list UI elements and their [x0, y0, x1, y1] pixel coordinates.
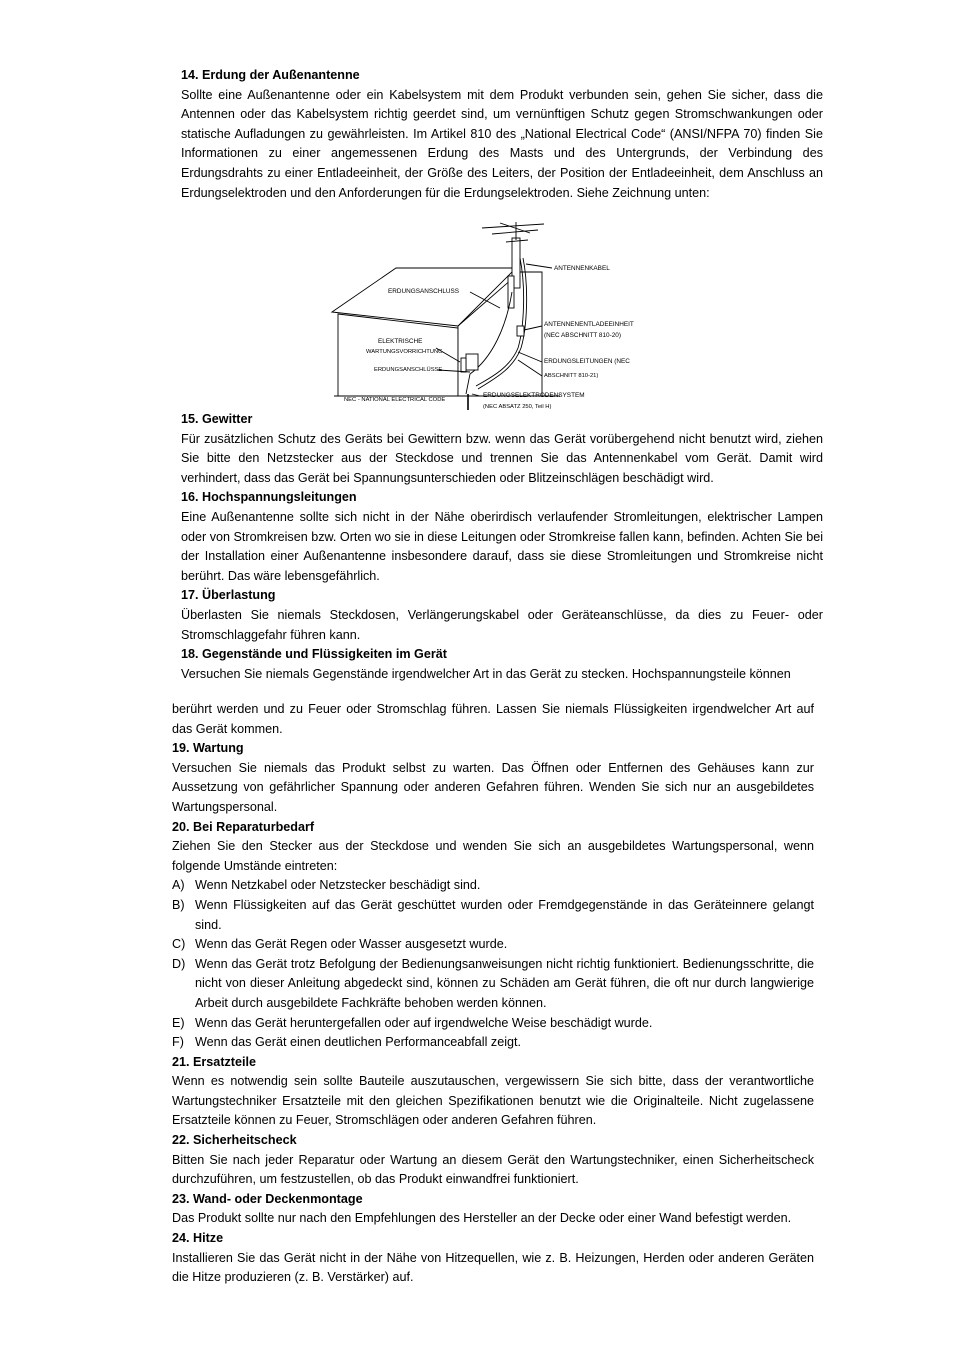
- section-22-title: 22. Sicherheitscheck: [172, 1133, 297, 1148]
- section-18-text-a: Versuchen Sie niemals Gegenstände irgendwelcher Art in das Gerät zu stecken. Hochspannungsteile können: [181, 666, 791, 681]
- house-drawing: [332, 222, 560, 410]
- section-20-text: Ziehen Sie den Stecker aus der Steckdose und wenden Sie sich an ausgebildetes Wartungspersonal, wenn folgende Umstände eintreten:: [172, 839, 814, 873]
- sections-18-24: [172, 700, 814, 1288]
- label-entladeeinheit-2: (NEC ABSCHNITT 810-20): [544, 332, 621, 339]
- section-16-text: Eine Außenantenne sollte sich nicht in der Nähe oberirdisch verlaufender Stromleitungen, elektrischer Lampen oder von Stromkreisen bzw. Orten wo sie in diese Leitungen oder Stromkreise fallen kann, befinden. Achten Sie bei der Installation einer Außenantenne insbesondere darauf, dass sie diese Stromleitungen und Stromkreise nicht berührt. Das wäre lebensgefährlich.: [181, 509, 823, 583]
- section-14-title: 14. Erdung der Außenantenne: [181, 68, 360, 82]
- list-item: [172, 896, 814, 935]
- list-item: [172, 1033, 814, 1053]
- grounding-diagram: [330, 218, 670, 414]
- section-18-title: 18. Gegenstände und Flüssigkeiten im Gerät: [181, 647, 447, 662]
- list-marker: B): [172, 897, 185, 912]
- label-entladeeinheit-1: ANTENNENENTLADEEINHEIT: [544, 321, 634, 328]
- section-14-text: Sollte eine Außenantenne oder ein Kabelsystem mit dem Produkt verbunden sein, gehen Sie sicher, dass die Antennen oder das Kabelsystem richtig geerdet sind, um vernünftigen Schutz gegen Stromschwankungen oder statische Aufladungen zu gewährleisten. Im Artikel 810 des „National Electrical Code“ (ANSI/NFPA 70) finden Sie Informationen zu einer angemessenen Erdung des Masts und des Untergrunds, der Verbindung des Erdungsdrahts zu einer Entladeeinheit, der Größe des Leiters, der Position der Entladeeinheit, dem Anschluss an Erdungselektroden und den Anforderungen für die Erdungselektroden. Siehe Zeichnung unten:: [181, 87, 823, 200]
- section-20-title: 20. Bei Reparaturbedarf: [172, 819, 315, 834]
- label-elektrodensystem-2: (NEC ABSATZ 250, Teil H): [483, 404, 552, 410]
- list-item-text: Wenn das Gerät heruntergefallen oder auf irgendwelche Weise beschädigt wurde.: [195, 1015, 653, 1030]
- list-marker: D): [172, 956, 186, 971]
- section-21-title: 21. Ersatzteile: [172, 1054, 257, 1069]
- repair-conditions-list: [172, 876, 814, 1052]
- section-16-title: 16. Hochspannungsleitungen: [181, 490, 357, 505]
- section-15-text: Für zusätzlichen Schutz des Geräts bei Gewittern bzw. wenn das Gerät vorübergehend nicht benutzt wird, ziehen Sie bitte den Netzstecker aus der Steckdose und trennen Sie das Antennenkabel vom Gerät. Damit wird verhindert, dass das Gerät bei Spannungsunterschieden oder Blitzeinschlägen beschädigt wird.: [181, 431, 823, 485]
- list-marker: C): [172, 937, 186, 952]
- section-23-title: 23. Wand- oder Deckenmontage: [172, 1191, 363, 1206]
- section-23-text: Das Produkt sollte nur nach den Empfehlungen des Hersteller an der Decke oder einer Wand befestigt werden.: [172, 1211, 792, 1226]
- list-item-text: Wenn das Gerät trotz Befolgung der Bedienungsanweisungen nicht richtig funktioniert. Bedienungsschritte, die nicht von dieser Anleitung abgedeckt sind, können zu Schäden am Gerät führen, die oft nur durch langwierige Arbeit durch ausgebildete Fachkräfte behoben werden können.: [195, 956, 814, 1010]
- label-erdungsleitungen-1: ERDUNGSLEITUNGEN (NEC: [544, 358, 630, 365]
- label-erdungsanschluesse: ERDUNGSANSCHLÜSSE: [374, 367, 443, 373]
- label-elektrische-1: ELEKTRISCHE: [378, 338, 423, 345]
- section-24-title: 24. Hitze: [172, 1231, 224, 1246]
- list-marker: E): [172, 1015, 185, 1030]
- label-nec: NEC - NATIONAL ELECTRICAL CODE: [344, 397, 446, 403]
- label-antennenkabel: ANTENNENKABEL: [554, 265, 610, 272]
- section-19-title: 19. Wartung: [172, 741, 244, 756]
- section-17-text: Überlasten Sie niemals Steckdosen, Verlängerungskabel oder Geräteanschlüsse, da dies zu Feuer- oder Stromschlaggefahr führen kann.: [181, 607, 823, 642]
- label-elektrodensystem-1: ERDUNGSELEKTRODENSYSTEM: [483, 392, 585, 399]
- list-item-text: Wenn Netzkabel oder Netzstecker beschädigt sind.: [195, 878, 481, 893]
- list-marker: F): [172, 1035, 184, 1050]
- section-24-text: Installieren Sie das Gerät nicht in der Nähe von Hitzequellen, wie z. B. Heizungen, Herden oder anderen Geräten die Hitze produzieren (z. B. Verstärker) auf.: [172, 1250, 814, 1285]
- section-19-text: Versuchen Sie niemals das Produkt selbst zu warten. Das Öffnen oder Entfernen des Gehäuses kann zur Aussetzung von gefährlicher Spannung oder anderen Gefahren führen. Wenden Sie sich nur an ausgebildetes Wartungspersonal.: [172, 760, 814, 814]
- section-22-text: Bitten Sie nach jeder Reparatur oder Wartung an diesem Gerät den Wartungstechniker, einen Sicherheitscheck durchzuführen, um festzustellen, ob das Produkt einwandfrei funktioniert.: [172, 1152, 814, 1187]
- list-item: [172, 935, 814, 955]
- list-item-text: Wenn das Gerät einen deutlichen Performanceabfall zeigt.: [195, 1035, 521, 1050]
- list-item: [172, 876, 814, 896]
- label-erdungsleitungen-2: ABSCHNITT 810-21): [544, 373, 599, 379]
- list-item-text: Wenn Flüssigkeiten auf das Gerät geschüttet wurden oder Fremdgegenstände in das Geräteinnere gelangt sind.: [195, 897, 814, 932]
- section-17-title: 17. Überlastung: [181, 588, 276, 603]
- section-14: [181, 66, 823, 203]
- list-item-text: Wenn das Gerät Regen oder Wasser ausgesetzt wurde.: [195, 937, 508, 952]
- list-item: [172, 955, 814, 1014]
- label-elektrische-2: WARTUNGSVORRICHTUNG: [366, 349, 443, 355]
- section-15-title: 15. Gewitter: [181, 412, 253, 426]
- section-21-text: Wenn es notwendig sein sollte Bauteile auszutauschen, vergewissern Sie sich bitte, dass der verantwortliche Wartungstechniker Ersatzteile mit den gleichen Spezifikationen benutzt wie die Originalteile. Nicht zugelassene Ersatzteile können zu Feuer, Stromschlägen oder anderen Gefahren führen.: [172, 1074, 814, 1128]
- list-marker: A): [172, 878, 185, 893]
- label-erdungsanschluss: ERDUNGSANSCHLUSS: [388, 288, 460, 295]
- list-item: [172, 1014, 814, 1034]
- section-18-text-b: berührt werden und zu Feuer oder Stromschlag führen. Lassen Sie niemals Flüssigkeiten irgendwelcher Art auf das Gerät kommen.: [172, 702, 814, 736]
- sections-15-18: [181, 410, 823, 684]
